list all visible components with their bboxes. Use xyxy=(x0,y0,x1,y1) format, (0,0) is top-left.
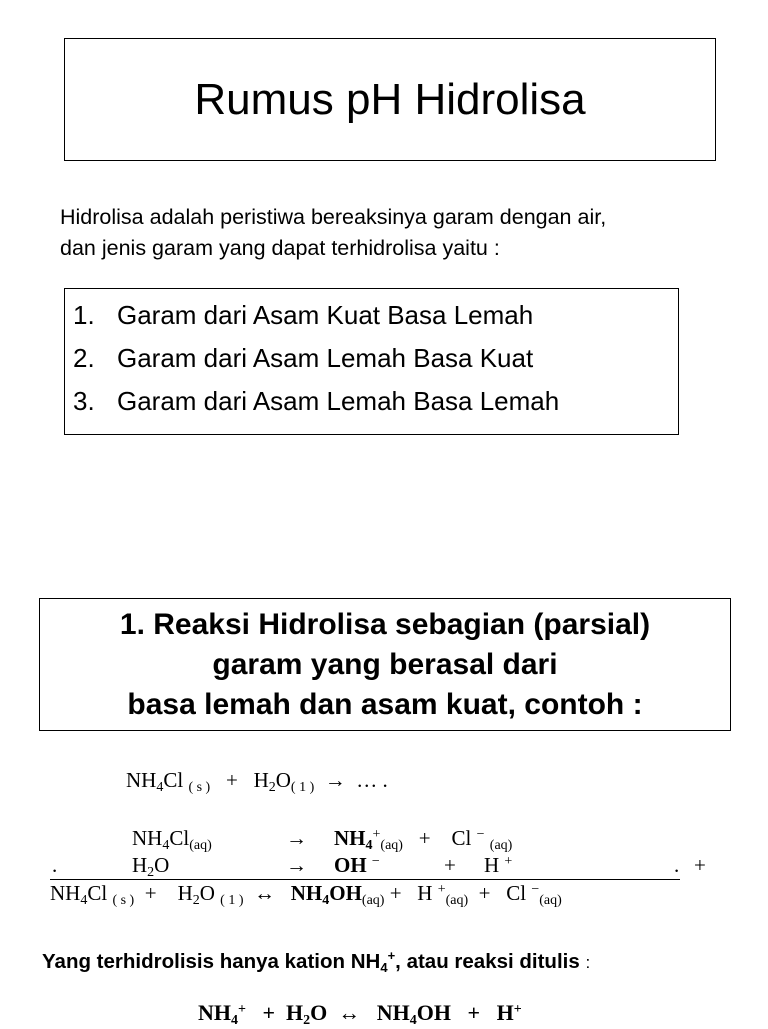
list-item xyxy=(73,380,678,423)
formula: Cl xyxy=(506,881,527,905)
list-item-number: 1. xyxy=(73,300,95,330)
dissociation-line-a-arrow xyxy=(286,826,307,851)
state: ( 1 ) xyxy=(290,780,315,795)
summation-line xyxy=(50,879,680,880)
plus-sign: + xyxy=(418,826,431,850)
dot: . xyxy=(674,853,680,877)
section-heading-line-2: garam yang berasal dari xyxy=(212,647,558,681)
formula: OH xyxy=(334,853,367,877)
formula: O xyxy=(310,1000,328,1025)
formula: O xyxy=(199,881,215,905)
formula: H xyxy=(286,1000,304,1025)
net-reaction-equation xyxy=(50,881,562,909)
section-heading-line-1: 1. Reaksi Hidrolisa sebagian (parsial) xyxy=(119,607,651,641)
formula: NH xyxy=(198,1000,231,1025)
subscript: 4 xyxy=(231,1013,238,1028)
dissociation-line-a-reactant xyxy=(132,826,212,854)
formula: NH xyxy=(290,881,323,905)
subscript: 4 xyxy=(162,838,170,853)
subscript: 4 xyxy=(156,780,164,795)
formula: H xyxy=(177,881,193,905)
formula: H xyxy=(496,1000,514,1025)
charge: + xyxy=(437,882,446,897)
subscript: 4 xyxy=(80,893,88,908)
formula: H xyxy=(132,853,148,877)
slide-title: Rumus pH Hidrolisa xyxy=(194,74,586,124)
charge: − xyxy=(531,882,540,897)
list-item-number: 3. xyxy=(73,386,95,416)
charge: − xyxy=(476,827,485,842)
dissociation-line-b-end-dot xyxy=(674,853,679,878)
section-heading-line-3: basa lemah dan asam kuat, contoh : xyxy=(127,687,643,721)
state: ( 1 ) xyxy=(220,893,244,908)
state: (aq) xyxy=(539,893,562,908)
plus-sign: + xyxy=(389,881,402,905)
formula: Cl xyxy=(87,881,108,905)
formula: NH xyxy=(334,826,366,850)
final-reaction-equation xyxy=(198,1000,522,1029)
intro-line-1: Hidrolisa adalah peristiwa bereaksinya garam dengan air, xyxy=(60,205,607,229)
formula: O xyxy=(154,853,170,877)
state: (aq) xyxy=(189,838,212,853)
formula: NH xyxy=(376,1000,410,1025)
subscript: 2 xyxy=(303,1013,311,1028)
charge: − xyxy=(371,854,380,869)
arrow: → xyxy=(286,853,307,877)
list-item-number: 2. xyxy=(73,343,95,373)
plus-sign: + xyxy=(262,1000,276,1025)
arrow: → xyxy=(286,826,307,850)
plus-sign: + xyxy=(225,768,238,792)
hydrolysis-note xyxy=(42,948,590,975)
dissociation-line-b-plus xyxy=(444,853,456,878)
plus-sign: + xyxy=(694,853,706,877)
colon: : xyxy=(585,953,591,972)
plus-sign: + xyxy=(144,881,157,905)
salt-types-list xyxy=(64,288,679,435)
state: (aq) xyxy=(380,838,403,853)
charge: + xyxy=(387,948,396,963)
formula: NH xyxy=(50,881,81,905)
arrow: ↔ xyxy=(338,1000,361,1025)
subscript: 4 xyxy=(380,960,388,975)
note-text: Yang terhidrolisis hanya kation NH xyxy=(42,950,381,973)
section-heading-box xyxy=(39,598,731,731)
plus-sign: + xyxy=(444,853,456,877)
note-text: , atau reaksi ditulis xyxy=(395,950,580,973)
state: ( s ) xyxy=(188,780,211,795)
arrow: → xyxy=(324,768,346,792)
formula: Cl xyxy=(451,826,472,850)
subscript: 4 xyxy=(365,838,373,853)
charge: + xyxy=(513,1002,522,1017)
formula: NH xyxy=(132,826,163,850)
state: (aq) xyxy=(361,893,385,908)
list-item xyxy=(73,337,678,380)
dissociation-line-b-arrow xyxy=(286,853,307,878)
dot: . xyxy=(52,853,58,877)
list-item-text: Garam dari Asam Lemah Basa Lemah xyxy=(117,386,560,416)
intro-line-2: dan jenis garam yang dapat terhidrolisa yaitu : xyxy=(60,236,500,260)
sum-plus-sign xyxy=(694,853,706,878)
subscript: 4 xyxy=(409,1013,417,1028)
list-item xyxy=(73,294,678,337)
subscript: 2 xyxy=(192,893,200,908)
products: … . xyxy=(356,768,388,792)
formula: H xyxy=(253,768,269,792)
dissociation-line-b-h-ion xyxy=(484,853,512,878)
subscript: 2 xyxy=(268,780,276,795)
formula: H xyxy=(484,853,500,877)
formula: OH xyxy=(329,881,362,905)
intro-paragraph xyxy=(60,202,740,264)
formula: H xyxy=(417,881,433,905)
formula: Cl xyxy=(169,826,190,850)
formula: O xyxy=(275,768,291,792)
state: (aq) xyxy=(445,893,469,908)
arrow: ↔ xyxy=(253,881,275,905)
state: (aq) xyxy=(489,838,513,853)
charge: + xyxy=(504,854,513,869)
dissociation-line-b-reactant xyxy=(132,853,169,881)
charge: + xyxy=(238,1002,246,1017)
subscript: 4 xyxy=(322,893,330,908)
state: ( s ) xyxy=(112,893,135,908)
slide-title-box xyxy=(64,38,716,161)
formula: OH xyxy=(416,1000,452,1025)
subscript: 2 xyxy=(147,865,155,880)
reaction-equation xyxy=(126,768,388,796)
list-item-text: Garam dari Asam Lemah Basa Kuat xyxy=(117,343,534,373)
plus-sign: + xyxy=(467,1000,481,1025)
dissociation-line-b-dot xyxy=(52,853,57,878)
dissociation-line-a-products xyxy=(334,826,512,854)
formula: NH xyxy=(126,768,157,792)
dissociation-line-b-products xyxy=(334,853,380,878)
plus-sign: + xyxy=(478,881,491,905)
formula: Cl xyxy=(163,768,184,792)
charge: + xyxy=(372,827,381,842)
list-item-text: Garam dari Asam Kuat Basa Lemah xyxy=(117,300,534,330)
